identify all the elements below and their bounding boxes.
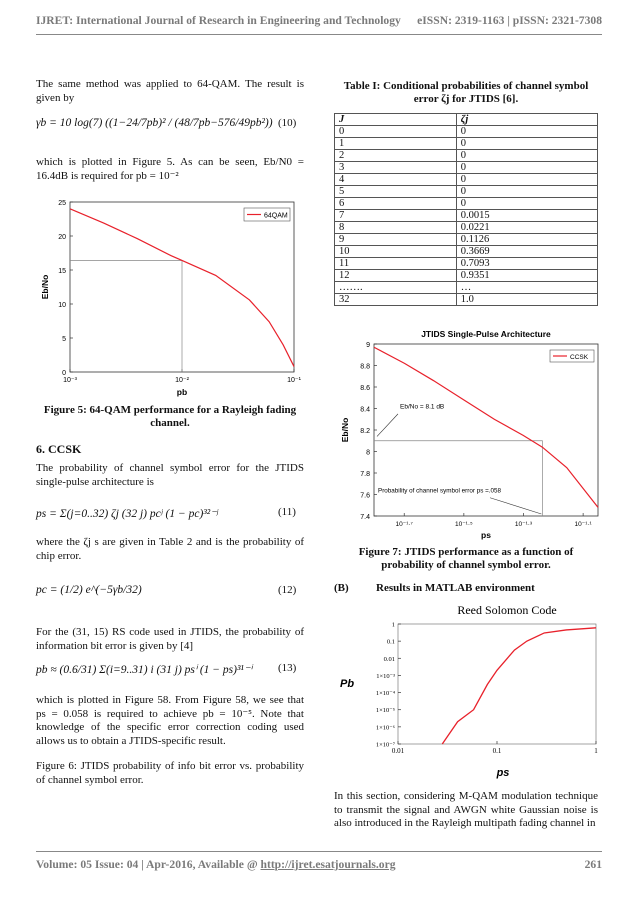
page-number: 261 <box>584 858 602 871</box>
legend-label: 64QAM <box>264 212 288 220</box>
page-footer <box>36 858 602 871</box>
x-axis-label: ps <box>481 530 491 540</box>
table-cell-zeta: 0 <box>456 162 597 174</box>
table-cell-zeta: 0.3669 <box>456 246 597 258</box>
table-row <box>335 162 598 174</box>
figure-7-chart <box>332 326 602 542</box>
y-tick-label: 7.6 <box>360 492 370 500</box>
y-tick-label: 1 <box>391 621 395 629</box>
table-cell-zeta: 0 <box>456 150 597 162</box>
table-cell-j: ……. <box>335 282 457 294</box>
x-tick-label: 10⁻¹·³ <box>514 521 533 528</box>
header-rule <box>36 34 602 35</box>
table-row <box>335 234 598 246</box>
plot-frame <box>398 624 596 744</box>
y-tick-label: 7.4 <box>360 514 370 521</box>
table-cell-zeta: 0 <box>456 186 597 198</box>
paragraph-3: The probability of channel symbol error for the JTIDS single-pulse architecture is <box>36 462 304 488</box>
issn: eISSN: 2319-1163 | pISSN: 2321-7308 <box>417 14 602 27</box>
table-row <box>335 150 598 162</box>
x-tick-label: 10⁻¹·¹ <box>574 521 592 528</box>
table-row <box>335 210 598 222</box>
paragraph-6: which is plotted in Figure 58. From Figure 58, we see that ps = 0.058 is required to achieve pb = 10⁻⁵. Note that knowledge of the specific error correction coding used allows us to obtain a JTIDS-specific result. <box>36 694 304 747</box>
table-cell-j: 8 <box>335 222 457 234</box>
equation-12-number: (12) <box>278 584 297 596</box>
table-cell-j: 2 <box>335 150 457 162</box>
y-tick-label: 8.2 <box>360 428 370 435</box>
y-tick-label: 1×10⁻⁶ <box>375 724 395 732</box>
table-cell-zeta: 0.7093 <box>456 258 597 270</box>
table-cell-zeta: 0.0015 <box>456 210 597 222</box>
x-tick-label: 0.1 <box>492 747 502 755</box>
y-tick-label: 1×10⁻⁴ <box>375 690 395 698</box>
section-6-heading: 6. CCSK <box>36 442 82 456</box>
y-tick-label: 9 <box>366 342 370 349</box>
y-tick-label: 8.8 <box>360 363 370 371</box>
table-cell-zeta: 0 <box>456 198 597 210</box>
table-cell-j: 11 <box>335 258 457 270</box>
table-1-caption: Table I: Conditional probabilities of channel symbol error ζj for JTIDS [6]. <box>343 80 589 105</box>
x-tick-label: 1 <box>594 747 598 755</box>
table-cell-zeta: 0.9351 <box>456 270 597 282</box>
legend-label: CCSK <box>570 354 589 361</box>
table-row <box>335 186 598 198</box>
footer-rule <box>36 851 602 852</box>
table-row <box>335 198 598 210</box>
volume-info: Volume: 05 Issue: 04 | Apr-2016, Available @ <box>36 858 258 871</box>
y-tick-label: 5 <box>62 336 66 343</box>
x-tick-label: 10⁻¹ <box>287 377 301 384</box>
table-row <box>335 270 598 282</box>
x-tick-label: 0.01 <box>391 747 405 755</box>
y-axis-label: Eb/No <box>40 274 50 300</box>
equation-10-number: (10) <box>278 117 297 129</box>
table-row <box>335 294 598 306</box>
paragraph-4: where the ζj s are given in Table 2 and is the probability of chip error. <box>36 536 304 562</box>
y-axis-label: Pb <box>340 678 355 690</box>
paragraph-2: which is plotted in Figure 5. As can be seen, Eb/N0 = 16.4dB is required for pb = 10⁻² <box>36 156 304 182</box>
y-tick-label: 25 <box>58 200 66 207</box>
figure-5-chart <box>36 196 304 404</box>
table-cell-j: 10 <box>335 246 457 258</box>
equation-12: pc = (1/2) e^(−5γb/32) <box>36 584 142 596</box>
x-axis-label: ps <box>496 767 510 779</box>
section-b-title: Results in MATLAB environment <box>376 582 535 594</box>
journal-title: IJRET: International Journal of Research in Engineering and Technology <box>36 14 401 27</box>
x-axis-label: pb <box>176 387 188 397</box>
table-cell-j: 5 <box>335 186 457 198</box>
table-cell-zeta: 1.0 <box>456 294 597 306</box>
table-row <box>335 246 598 258</box>
chart-title: Reed Solomon Code <box>457 603 557 617</box>
table-row <box>335 174 598 186</box>
annotation-label-ps: Probability of channel symbol error ps =.058 <box>378 487 502 495</box>
y-tick-label: 7.8 <box>360 471 370 478</box>
page-header <box>36 14 602 27</box>
table-header-j: J <box>335 114 457 126</box>
x-tick-label: 10⁻¹·⁵ <box>455 521 473 528</box>
table-cell-j: 12 <box>335 270 457 282</box>
table-row <box>335 138 598 150</box>
y-tick-label: 0.01 <box>383 655 395 663</box>
y-tick-label: 1×10⁻⁵ <box>375 707 395 715</box>
table-cell-zeta: 0 <box>456 126 597 138</box>
reed-solomon-chart <box>334 600 602 786</box>
table-cell-zeta: 0 <box>456 138 597 150</box>
table-cell-zeta: … <box>456 282 597 294</box>
y-tick-label: 1×10⁻³ <box>376 672 395 680</box>
table-cell-zeta: 0 <box>456 174 597 186</box>
y-axis-label: Eb/No <box>340 417 350 443</box>
table-cell-j: 7 <box>335 210 457 222</box>
table-cell-j: 32 <box>335 294 457 306</box>
x-tick-label: 10⁻² <box>175 377 189 384</box>
y-tick-label: 8.4 <box>360 406 370 414</box>
equation-13: pb ≈ (0.6/31) Σ(i=9..31) i (31 j) psⁱ (1 − ps)³¹⁻ⁱ <box>36 664 252 676</box>
y-tick-label: 0 <box>62 370 66 377</box>
x-tick-label: 10⁻¹·⁷ <box>395 521 413 528</box>
table-row <box>335 126 598 138</box>
figure-7-caption: Figure 7: JTIDS performance as a function of probability of channel symbol error. <box>358 546 574 571</box>
table-cell-j: 1 <box>335 138 457 150</box>
equation-13-number: (13) <box>278 662 297 674</box>
table-1 <box>334 113 598 306</box>
y-tick-label: 1×10⁻⁷ <box>375 741 395 749</box>
equation-11: ps = Σ(j=0..32) ζj (32 j) pcʲ (1 − pc)³²⁻ʲ <box>36 508 219 520</box>
journal-link[interactable]: http://ijret.esatjournals.org <box>260 858 396 871</box>
paragraph-8: In this section, considering M-QAM modulation technique to transmit the signal and AWGN white Gaussian noise is also introduced in the Rayleigh multipath fading channel in <box>334 790 598 829</box>
table-cell-j: 3 <box>335 162 457 174</box>
paragraph-7: Figure 6: JTIDS probability of info bit error vs. probability of channel symbol error. <box>36 760 304 786</box>
y-tick-label: 20 <box>58 234 66 241</box>
y-tick-label: 0.1 <box>386 638 395 646</box>
table-cell-zeta: 0.0221 <box>456 222 597 234</box>
chart-title: JTIDS Single-Pulse Architecture <box>421 329 551 339</box>
y-tick-label: 8 <box>366 449 370 457</box>
paragraph-1: The same method was applied to 64-QAM. The result is given by <box>36 78 304 104</box>
equation-11-number: (11) <box>278 506 296 518</box>
table-header-zeta: ζj <box>456 114 597 126</box>
table-cell-j: 0 <box>335 126 457 138</box>
section-b-label: (B) <box>334 582 349 594</box>
y-tick-label: 8.6 <box>360 385 370 392</box>
equation-10: γb = 10 log(7) ((1−24/7pb)² / (48/7pb−576/49pb²)) <box>36 117 273 129</box>
table-cell-j: 6 <box>335 198 457 210</box>
y-tick-label: 10 <box>58 302 66 309</box>
table-cell-j: 4 <box>335 174 457 186</box>
x-tick-label: 10⁻³ <box>63 377 77 384</box>
table-row <box>335 258 598 270</box>
table-row <box>335 282 598 294</box>
table-cell-zeta: 0.1126 <box>456 234 597 246</box>
annotation-label-ebno: Eb/No = 8.1 dB <box>400 403 445 411</box>
figure-5-caption: Figure 5: 64-QAM performance for a Rayleigh fading channel. <box>43 404 297 429</box>
paragraph-5: For the (31, 15) RS code used in JTIDS, the probability of information bit error is given by [4] <box>36 626 304 652</box>
table-cell-j: 9 <box>335 234 457 246</box>
table-row <box>335 222 598 234</box>
y-tick-label: 15 <box>58 268 66 275</box>
